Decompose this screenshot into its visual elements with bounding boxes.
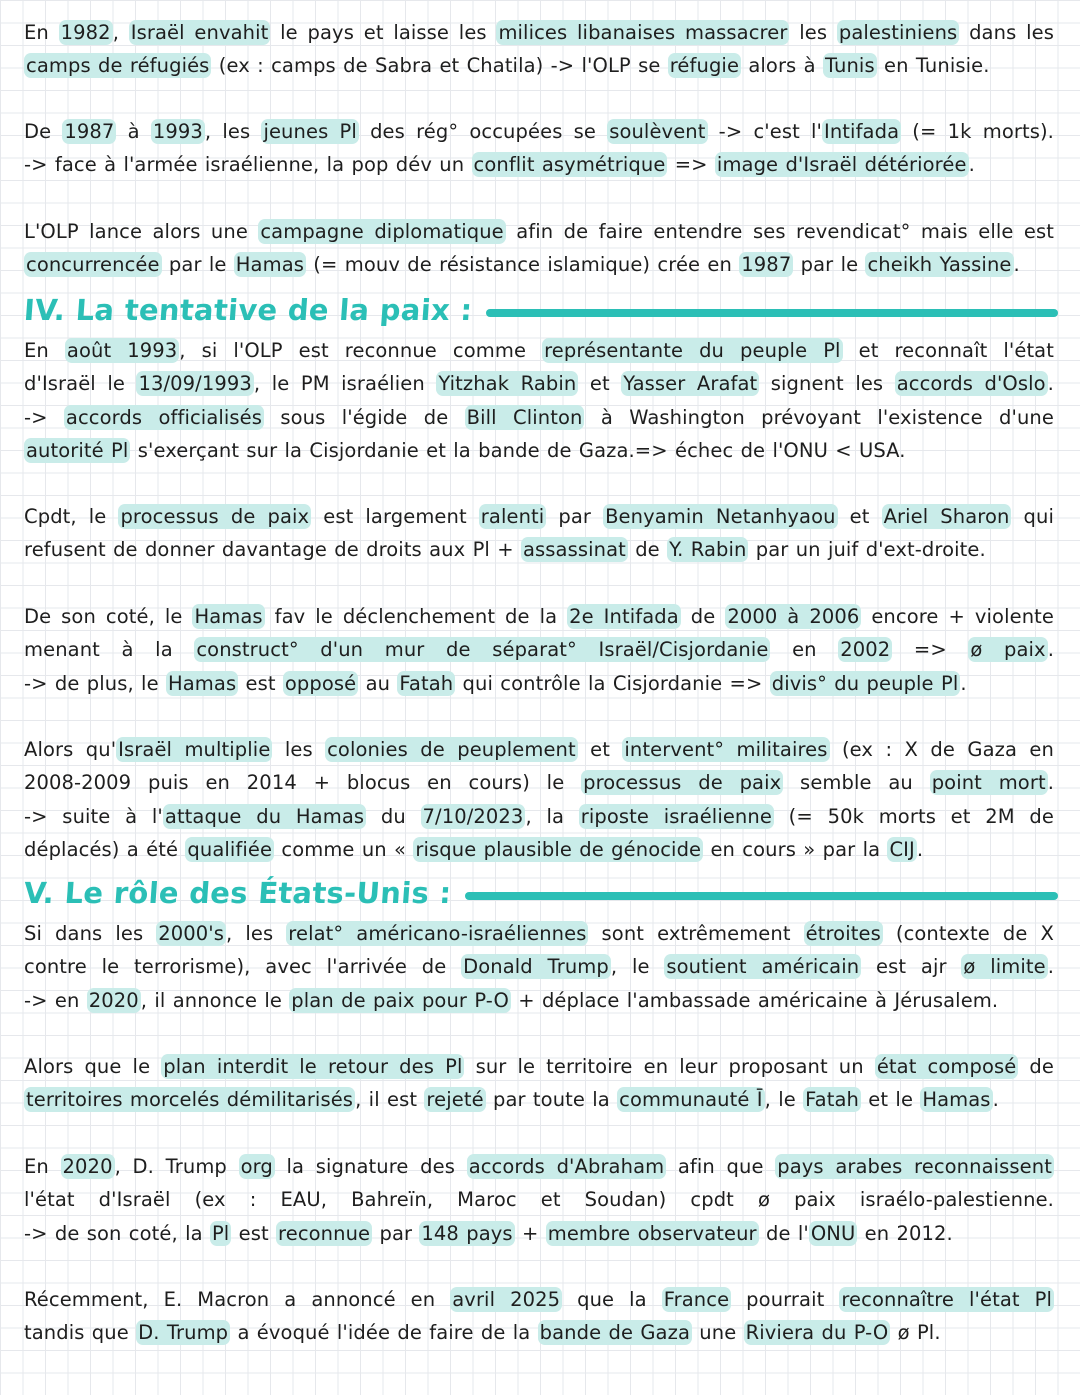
text-segment: semble au (783, 771, 930, 795)
highlighted-text: 2000 à 2006 (727, 605, 860, 628)
text-segment: 2008-2009 puis en 2014 + blocus en cours) le (24, 771, 582, 795)
highlighted-text: Israël envahit (130, 21, 269, 44)
text-segment: pourrait (731, 1288, 840, 1311)
highlighted-text: divis° du peuple Pl (771, 671, 959, 695)
text-segment: (= 50k morts et 2M de (773, 804, 1055, 828)
highlighted-text: conflit asymétrique (473, 153, 666, 177)
highlighted-text: autorité Pl (26, 438, 129, 462)
highlighted-text: cheikh Yassine (867, 253, 1012, 277)
highlighted-text: avril 2025 (452, 1288, 561, 1311)
text-segment: , la (525, 804, 579, 828)
text-line (24, 49, 1054, 82)
text-segment: par toute la (485, 1088, 618, 1112)
highlighted-text: ø limite (963, 955, 1046, 979)
highlighted-text: reconnue (278, 1221, 371, 1245)
text-segment: . (1047, 771, 1055, 795)
highlighted-text: relat° américano-israéliennes (288, 922, 587, 945)
highlighted-text: Yitzhak Rabin (438, 372, 577, 396)
text-segment: encore + violente (861, 605, 1054, 628)
text-segment: s'exerçant sur la Cisjordanie et la bande de Gaza.=> échec de l'ONU < USA. (130, 438, 906, 462)
text-segment: + (514, 1221, 546, 1245)
highlighted-text: risque plausible de génocide (415, 837, 702, 861)
highlighted-text: état composé (876, 1055, 1017, 1078)
highlighted-text: Hamas (194, 605, 263, 628)
text-segment: de (1018, 1055, 1055, 1078)
highlighted-text: réfugie (669, 54, 740, 78)
text-line (24, 917, 1054, 950)
highlighted-text: CIJ (889, 837, 915, 861)
paragraph (24, 600, 1054, 700)
highlighted-text: plan interdit le retour des Pl (163, 1055, 463, 1078)
text-segment: , (112, 21, 129, 44)
text-segment: , le (764, 1088, 804, 1112)
text-segment: , il est (355, 1088, 425, 1112)
highlighted-text: attaque du Hamas (164, 804, 365, 828)
paragraph (24, 16, 1054, 83)
text-line (24, 1217, 1054, 1250)
text-line (24, 1083, 1054, 1116)
highlighted-text: Donald Trump (463, 955, 609, 979)
highlighted-text: Benyamin Netanhyaou (605, 505, 836, 528)
highlighted-text: Pl (211, 1221, 230, 1245)
highlighted-text: 2020 (62, 1155, 113, 1178)
highlighted-text: Ariel Sharon (883, 505, 1010, 528)
text-segment: L'OLP lance alors une (24, 220, 259, 243)
text-segment: Cpdt, le (24, 505, 119, 528)
text-segment: par le (161, 253, 234, 277)
highlighted-text: concurrencée (26, 253, 160, 277)
section-title: V. Le rôle des États-Unis : (22, 876, 453, 910)
text-line (24, 1283, 1054, 1316)
highlighted-text: territoires morcelés démilitarisés (26, 1088, 354, 1112)
highlighted-text: point mort (931, 771, 1046, 795)
highlighted-text: Bill Clinton (466, 405, 583, 429)
highlighted-text: org (240, 1155, 273, 1178)
text-line (24, 367, 1054, 400)
text-segment: fav le déclenchement de la (264, 605, 568, 628)
text-segment: (ex : camps de Sabra et Chatila) -> l'OLP se (211, 54, 668, 78)
text-line (24, 984, 1054, 1017)
highlighted-text: 1993 (152, 120, 203, 143)
text-segment: est (238, 671, 283, 695)
highlighted-text: Hamas (922, 1088, 991, 1112)
text-line (24, 533, 1054, 566)
text-segment: Alors que le (24, 1055, 162, 1078)
highlighted-text: soulèvent (609, 120, 706, 143)
paragraph (24, 1150, 1054, 1250)
text-segment: -> c'est l' (707, 120, 822, 143)
text-segment: De son coté, le (24, 605, 193, 628)
text-line (24, 1316, 1054, 1349)
text-segment: en Tunisie. (876, 54, 990, 78)
text-segment: (= 1k morts). (901, 120, 1054, 143)
highlighted-text: 2020 (88, 988, 139, 1012)
text-segment: => (892, 638, 969, 662)
heading-underline (486, 309, 1058, 317)
text-segment: , le PM israélien (253, 372, 437, 396)
highlighted-text: Yasser Arafat (623, 372, 758, 396)
paragraph (24, 1283, 1054, 1350)
text-segment: les (272, 738, 326, 761)
highlighted-text: représentante du peuple Pl (544, 339, 841, 362)
highlighted-text: pays arabes reconnaissent (777, 1155, 1052, 1178)
text-line (24, 334, 1054, 367)
highlighted-text: qualifiée (187, 837, 273, 861)
text-segment: -> de son coté, la (24, 1221, 210, 1245)
text-segment: en cours » par la (703, 837, 888, 861)
text-line (24, 950, 1054, 983)
highlighted-text: campagne diplomatique (260, 220, 504, 243)
text-segment: afin que (666, 1155, 776, 1178)
text-line (24, 401, 1054, 434)
text-line (24, 434, 1054, 467)
text-segment: en (770, 638, 839, 662)
text-segment: . (1047, 638, 1055, 662)
text-segment: refusent de donner davantage de droits aux Pl + (24, 538, 521, 562)
highlighted-text: camps de réfugiés (26, 54, 210, 78)
highlighted-text: accords officialisés (65, 405, 263, 429)
text-segment: -> en (24, 988, 87, 1012)
highlighted-text: Riviera du P-O (745, 1321, 889, 1345)
text-segment: (= mouv de résistance islamique) crée en (306, 253, 740, 277)
text-segment: tandis que (24, 1321, 137, 1345)
text-segment: . (1047, 372, 1054, 396)
highlighted-text: plan de paix pour P-O (291, 988, 509, 1012)
highlighted-text: Y. Rabin (669, 538, 747, 562)
highlighted-text: riposte israélienne (580, 804, 772, 828)
text-segment: des rég° occupées se (358, 120, 608, 143)
section-heading-iv (24, 290, 1058, 330)
text-segment: => (667, 153, 715, 177)
text-line (24, 833, 1054, 866)
text-line (24, 1150, 1054, 1183)
text-segment: -> suite à l' (24, 804, 163, 828)
highlighted-text: Fatah (399, 671, 454, 695)
text-line (24, 115, 1054, 148)
highlighted-text: 7/10/2023 (422, 804, 524, 828)
text-segment: signent les (759, 372, 895, 396)
text-segment: , si l'OLP est reconnue comme (179, 339, 543, 362)
text-segment: a évoqué l'idée de faire de la (230, 1321, 538, 1345)
text-segment: et le (860, 1088, 921, 1112)
text-segment: la signature des (274, 1155, 467, 1178)
text-segment: De (24, 120, 63, 143)
text-line (24, 500, 1054, 533)
text-segment: contre le terrorisme), avec l'arrivée de (24, 955, 462, 979)
text-segment: sur le territoire en leur proposant un (464, 1055, 875, 1078)
text-line (24, 667, 1054, 700)
text-segment: par un juif d'ext-droite. (748, 538, 986, 562)
text-segment: . (960, 671, 967, 695)
highlighted-text: 1982 (60, 21, 111, 44)
highlighted-text: 2e Intifada (569, 605, 679, 628)
text-segment: une (692, 1321, 744, 1345)
paragraph (24, 733, 1054, 866)
highlighted-text: processus de paix (120, 505, 310, 528)
text-line (24, 733, 1054, 766)
highlighted-text: Fatah (805, 1088, 859, 1112)
highlighted-text: membre observateur (547, 1221, 757, 1245)
text-line (24, 148, 1054, 181)
text-segment: Récemment, E. Macron a annoncé en (24, 1288, 451, 1311)
text-segment: , les (204, 120, 262, 143)
text-segment: à (116, 120, 151, 143)
highlighted-text: rejeté (426, 1088, 484, 1112)
text-line (24, 600, 1054, 633)
section-heading-v (24, 873, 1058, 913)
text-segment: sous l'égide de (264, 405, 465, 429)
text-segment: , les (226, 922, 287, 945)
highlighted-text: reconnaître l'état Pl (841, 1288, 1053, 1311)
text-segment: . (916, 837, 924, 861)
highlighted-text: 1987 (741, 253, 792, 277)
text-segment: , il annonce le (140, 988, 290, 1012)
text-segment: par (546, 505, 604, 528)
text-line (24, 215, 1054, 248)
paragraph (24, 115, 1054, 182)
text-segment: du (366, 804, 421, 828)
highlighted-text: accords d'Abraham (468, 1155, 665, 1178)
highlighted-text: Hamas (167, 671, 237, 695)
text-segment: est ajr (861, 955, 962, 979)
text-segment: et (577, 738, 623, 761)
text-segment: de (627, 538, 668, 562)
text-segment: déplacés) a été (24, 837, 186, 861)
highlighted-text: bande de Gaza (539, 1321, 690, 1345)
text-segment: au (358, 671, 398, 695)
highlighted-text: France (663, 1288, 730, 1311)
highlighted-text: ONU (810, 1221, 856, 1245)
text-segment: par (372, 1221, 420, 1245)
highlighted-text: Tunis (824, 54, 875, 78)
text-segment: est (231, 1221, 277, 1245)
text-segment: et reconnaît l'état (842, 339, 1054, 362)
text-segment: En (24, 339, 65, 362)
highlighted-text: intervent° militaires (624, 738, 828, 761)
highlighted-text: milices libanaises massacrer (498, 21, 788, 44)
text-segment: de (680, 605, 726, 628)
text-segment: Alors qu' (24, 738, 117, 761)
paragraph (24, 334, 1054, 467)
text-segment: . (1047, 955, 1055, 979)
text-line (24, 1050, 1054, 1083)
text-segment: Si dans les (24, 922, 157, 945)
highlighted-text: 1987 (64, 120, 115, 143)
highlighted-text: ralenti (480, 505, 545, 528)
text-segment: , D. Trump (114, 1155, 239, 1178)
text-segment: de l' (758, 1221, 809, 1245)
text-segment: (ex : X de Gaza en (829, 738, 1054, 761)
text-segment: . (968, 153, 975, 177)
section-title: IV. La tentative de la paix : (22, 293, 474, 327)
paragraph (24, 215, 1054, 282)
text-segment: les (789, 21, 837, 44)
highlighted-text: soutient américain (666, 955, 860, 979)
text-segment: ø Pl. (890, 1321, 941, 1345)
text-segment: et (578, 372, 622, 396)
highlighted-text: Intifada (824, 120, 900, 143)
text-segment: à Washington prévoyant l'existence d'une (584, 405, 1054, 429)
text-segment: . (992, 1088, 999, 1112)
text-segment: et (837, 505, 882, 528)
highlighted-text: assassinat (522, 538, 626, 562)
text-segment: -> de plus, le (24, 671, 166, 695)
highlighted-text: D. Trump (138, 1321, 229, 1345)
text-segment: En (24, 21, 59, 44)
text-line (24, 248, 1054, 281)
highlighted-text: communauté Ī (619, 1088, 763, 1112)
text-segment: par le (793, 253, 866, 277)
highlighted-text: Israël multiplie (118, 738, 271, 761)
text-segment: comme un « (274, 837, 414, 861)
text-segment: En (24, 1155, 61, 1178)
text-line (24, 633, 1054, 666)
highlighted-text: opposé (284, 671, 357, 695)
highlighted-text: Hamas (235, 253, 304, 277)
highlighted-text: 13/09/1993 (138, 372, 252, 396)
highlighted-text: 2000's (158, 922, 225, 945)
highlighted-text: palestiniens (838, 21, 958, 44)
text-segment: alors à (741, 54, 823, 78)
text-segment: + déplace l'ambassade américaine à Jérusalem. (510, 988, 999, 1012)
highlighted-text: accords d'Oslo (896, 372, 1046, 396)
text-segment: est largement (311, 505, 479, 528)
highlighted-text: jeunes Pl (263, 120, 357, 143)
text-segment: dans les (959, 21, 1054, 44)
text-line (24, 800, 1054, 833)
text-segment: menant à la (24, 638, 195, 662)
text-line (24, 1183, 1054, 1216)
paragraph (24, 500, 1054, 567)
text-segment: le pays et laisse les (270, 21, 497, 44)
highlighted-text: 2002 (840, 638, 891, 662)
text-segment: qui contrôle la Cisjordanie => (455, 671, 770, 695)
text-line (24, 16, 1054, 49)
highlighted-text: construct° d'un mur de séparat° Israël/Cisjordanie (196, 638, 769, 662)
highlighted-text: processus de paix (583, 771, 782, 795)
text-segment: -> face à l'armée israélienne, la pop dév un (24, 153, 472, 177)
highlighted-text: août 1993 (66, 339, 178, 362)
text-segment: . (1013, 253, 1020, 277)
highlighted-text: image d'Israël détériorée (716, 153, 967, 177)
text-segment: que la (562, 1288, 662, 1311)
text-segment: qui (1011, 505, 1054, 528)
text-line (24, 766, 1054, 799)
heading-underline (465, 892, 1058, 900)
text-segment: sont extrêmement (588, 922, 804, 945)
text-segment: d'Israël le (24, 372, 137, 396)
highlighted-text: colonies de peuplement (327, 738, 576, 761)
text-segment: l'état d'Israël (ex : EAU, Bahreïn, Maroc et Soudan) cpdt ø paix israélo-palestienne. (24, 1188, 1054, 1212)
text-segment: afin de faire entendre ses revendicat° mais elle est (505, 220, 1054, 243)
text-segment: en 2012. (857, 1221, 953, 1245)
highlighted-text: étroites (805, 922, 881, 945)
text-segment: (contexte de X (882, 922, 1055, 945)
text-segment: , le (610, 955, 665, 979)
highlighted-text: ø paix (970, 638, 1046, 662)
text-segment: -> (24, 405, 64, 429)
paragraph (24, 917, 1054, 1017)
highlighted-text: 148 pays (421, 1221, 513, 1245)
paragraph (24, 1050, 1054, 1117)
